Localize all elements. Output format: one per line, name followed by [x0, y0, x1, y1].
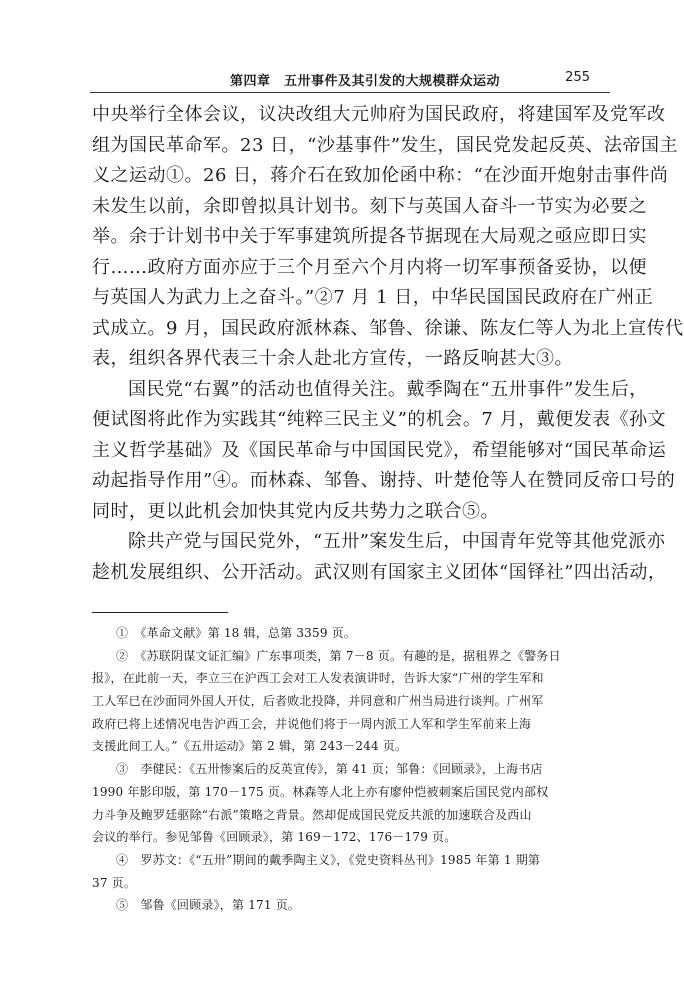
footnote-line: 工人军已在沙面同外国人开仗，后者败北投降，并同意和广州当局进行谈判。广州军: [92, 694, 544, 709]
body-line: 趁机发展组织、公开活动。武汉则有国家主义团体“国铎社”四出活动，: [92, 561, 667, 583]
page-number: 255: [565, 70, 590, 85]
body-line: 行……政府方面亦应于三个月至六个月内将一切军事预备妥协，以便: [92, 256, 647, 278]
body-line: 式成立。9 月，国民政府派林森、邹鲁、徐谦、陈友仁等人为北上宣传代: [92, 317, 684, 339]
footnote-line: ① 《革命文献》第 18 辑，总第 3359 页。: [116, 626, 357, 640]
body-line: 国民党“右翼”的活动也值得关注。戴季陶在“五卅事件”发生后，: [128, 378, 648, 400]
footnote-line: ③ 李健民：《五卅惨案后的反英宣传》，第 41 页；邹鲁：《回顾录》，上海书店: [116, 762, 543, 777]
body-line: 同时，更以此机会加快其党内反共势力之联合⑤。: [92, 500, 499, 522]
footnote-line: ④ 罗苏文：《“五卅”期间的戴季陶主义》，《党史资料丛刊》1985 年第 1 期第: [116, 852, 541, 867]
footnote-line: 1990 年影印版，第 170－175 页。林森等人北上亦有廖仲恺被刺案后国民党内部权: [92, 784, 549, 799]
body-line: 与英国人为武力上之奋斗。”②7 月 1 日，中华民国国民政府在广州正: [92, 287, 654, 308]
body-line: 中央举行全体会议，议决改组大元帅府为国民政府，将建国军及党军改: [92, 104, 666, 125]
header-rule: [90, 92, 610, 93]
footnote-line: 力斗争及鲍罗廷驱除“右派”策略之背景。然却促成国民党反共派的加速联合及西山: [92, 807, 532, 822]
body-line: 便试图将此作为实践其“纯粹三民主义”的机会。7 月，戴便发表《孙文: [92, 409, 667, 430]
footnote-line: ② 《苏联阴谋文证汇编》广东事项类，第 7－8 页。有趣的是，据租界之《警务日: [116, 648, 561, 663]
footnote-line: 37 页。: [92, 875, 137, 890]
footnote-line: 会议的举行。参见邹鲁《回顾录》，第 169－172、176－179 页。: [92, 830, 457, 845]
footnote-line: 支援此间工人。”《五卅运动》第 2 辑，第 243－244 页。: [92, 739, 408, 754]
body-line: 义之运动①。26 日，蒋介石在致加伦函中称：“在沙面开炮射击事件尚: [92, 165, 669, 186]
chapter-title: 第四章 五卅事件及其引发的大规模群众运动: [230, 74, 501, 89]
footnote-line: 报》，在此前一天，李立三在沪西工会对工人发表演讲时，告诉大家“广州的学生军和: [92, 671, 544, 686]
body-line: 动起指导作用”④。而林森、邹鲁、谢持、叶楚伧等人在赞同反帝口号的: [92, 470, 676, 491]
body-line: 未发生以前，余即曾拟具计划书。刻下与英国人奋斗一节实为必要之: [92, 195, 647, 217]
footnote-rule: [92, 612, 228, 613]
body-text: [92, 100, 684, 588]
body-line: 组为国民革命军。23 日，“沙基事件”发生，国民党发起反英、法帝国主: [92, 134, 679, 156]
footnote-line: 政府已将上述情况电告沪西工会，并说他们将于一周内派工人军和学生军前来上海: [92, 716, 532, 731]
running-header: [90, 66, 610, 94]
body-line: 除共产党与国民党外，“五卅”案发生后，中国青年党等其他党派亦: [128, 531, 666, 552]
body-line: 举。余于计划书中关于军事建筑所提各节据现在大局观之亟应即日实: [92, 226, 647, 247]
body-line: 表，组织各界代表三十余人赴北方宣传，一路反响甚大③。: [92, 348, 573, 369]
footnotes: [92, 622, 612, 917]
footnote-line: ⑤ 邹鲁《回顾录》，第 171 页。: [116, 898, 301, 913]
body-line: 主义哲学基础》及《国民革命与中国国民党》，希望能够对“国民革命运: [92, 439, 667, 461]
